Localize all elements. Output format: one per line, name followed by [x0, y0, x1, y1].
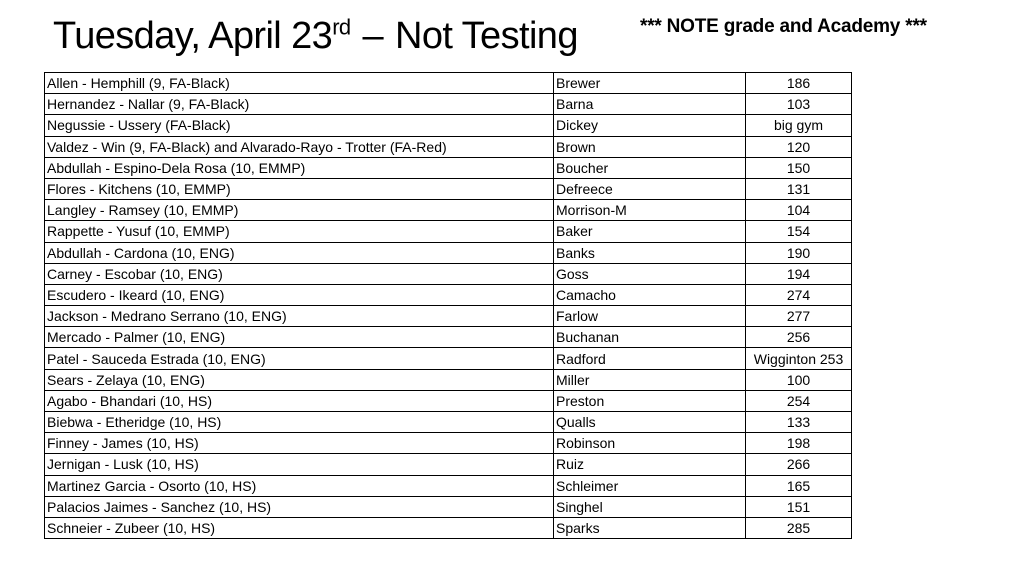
teacher-cell: Morrison-M	[554, 200, 746, 221]
table-row	[45, 390, 852, 411]
table-row	[45, 221, 852, 242]
table-row	[45, 200, 852, 221]
teacher-cell: Preston	[554, 390, 746, 411]
table-row	[45, 284, 852, 305]
room-cell: 103	[746, 94, 852, 115]
room-cell: 131	[746, 178, 852, 199]
room-cell: Wigginton 253	[746, 348, 852, 369]
table-row	[45, 178, 852, 199]
student-pair-cell: Palacios Jaimes - Sanchez (10, HS)	[45, 496, 554, 517]
title-main: Tuesday, April 23	[53, 15, 333, 57]
room-cell: 194	[746, 263, 852, 284]
teacher-cell: Camacho	[554, 284, 746, 305]
table-row	[45, 94, 852, 115]
room-cell: 198	[746, 433, 852, 454]
table-row	[45, 517, 852, 538]
table-row	[45, 306, 852, 327]
student-pair-cell: Hernandez - Nallar (9, FA-Black)	[45, 94, 554, 115]
student-pair-cell: Valdez - Win (9, FA-Black) and Alvarado-Rayo - Trotter (FA-Red)	[45, 136, 554, 157]
room-cell: 165	[746, 475, 852, 496]
teacher-cell: Dickey	[554, 115, 746, 136]
assignment-table	[44, 72, 852, 539]
teacher-cell: Buchanan	[554, 327, 746, 348]
room-cell: 277	[746, 306, 852, 327]
teacher-cell: Ruiz	[554, 454, 746, 475]
room-cell: 100	[746, 369, 852, 390]
student-pair-cell: Biebwa - Etheridge (10, HS)	[45, 412, 554, 433]
table-row	[45, 348, 852, 369]
room-cell: 154	[746, 221, 852, 242]
teacher-cell: Banks	[554, 242, 746, 263]
teacher-cell: Goss	[554, 263, 746, 284]
teacher-cell: Sparks	[554, 517, 746, 538]
teacher-cell: Qualls	[554, 412, 746, 433]
teacher-cell: Defreece	[554, 178, 746, 199]
room-cell: 256	[746, 327, 852, 348]
student-pair-cell: Jernigan - Lusk (10, HS)	[45, 454, 554, 475]
room-cell: 151	[746, 496, 852, 517]
teacher-cell: Brown	[554, 136, 746, 157]
room-cell: big gym	[746, 115, 852, 136]
room-cell: 274	[746, 284, 852, 305]
table-row	[45, 454, 852, 475]
student-pair-cell: Negussie - Ussery (FA-Black)	[45, 115, 554, 136]
teacher-cell: Baker	[554, 221, 746, 242]
room-cell: 133	[746, 412, 852, 433]
table-row	[45, 157, 852, 178]
title-dash: –	[362, 15, 384, 57]
table-row	[45, 412, 852, 433]
teacher-cell: Radford	[554, 348, 746, 369]
student-pair-cell: Allen - Hemphill (9, FA-Black)	[45, 73, 554, 94]
table-row	[45, 136, 852, 157]
room-cell: 190	[746, 242, 852, 263]
student-pair-cell: Finney - James (10, HS)	[45, 433, 554, 454]
student-pair-cell: Jackson - Medrano Serrano (10, ENG)	[45, 306, 554, 327]
student-pair-cell: Agabo - Bhandari (10, HS)	[45, 390, 554, 411]
student-pair-cell: Langley - Ramsey (10, EMMP)	[45, 200, 554, 221]
student-pair-cell: Escudero - Ikeard (10, ENG)	[45, 284, 554, 305]
teacher-cell: Boucher	[554, 157, 746, 178]
assignment-table-body	[45, 73, 852, 539]
student-pair-cell: Flores - Kitchens (10, EMMP)	[45, 178, 554, 199]
student-pair-cell: Abdullah - Espino-Dela Rosa (10, EMMP)	[45, 157, 554, 178]
teacher-cell: Schleimer	[554, 475, 746, 496]
table-row	[45, 433, 852, 454]
student-pair-cell: Schneier - Zubeer (10, HS)	[45, 517, 554, 538]
student-pair-cell: Rappette - Yusuf (10, EMMP)	[45, 221, 554, 242]
page-title	[53, 14, 578, 58]
note-text: *** NOTE grade and Academy ***	[640, 16, 927, 37]
table-row	[45, 475, 852, 496]
student-pair-cell: Abdullah - Cardona (10, ENG)	[45, 242, 554, 263]
room-cell: 266	[746, 454, 852, 475]
student-pair-cell: Carney - Escobar (10, ENG)	[45, 263, 554, 284]
teacher-cell: Farlow	[554, 306, 746, 327]
table-row	[45, 73, 852, 94]
room-cell: 120	[746, 136, 852, 157]
room-cell: 254	[746, 390, 852, 411]
title-ordinal-suffix: rd	[332, 14, 351, 40]
teacher-cell: Barna	[554, 94, 746, 115]
table-row	[45, 496, 852, 517]
table-row	[45, 369, 852, 390]
table-row	[45, 115, 852, 136]
student-pair-cell: Martinez Garcia - Osorto (10, HS)	[45, 475, 554, 496]
title-rest: Not Testing	[395, 15, 578, 57]
teacher-cell: Robinson	[554, 433, 746, 454]
table-row	[45, 263, 852, 284]
table-row	[45, 327, 852, 348]
teacher-cell: Miller	[554, 369, 746, 390]
room-cell: 150	[746, 157, 852, 178]
teacher-cell: Brewer	[554, 73, 746, 94]
student-pair-cell: Mercado - Palmer (10, ENG)	[45, 327, 554, 348]
room-cell: 285	[746, 517, 852, 538]
room-cell: 186	[746, 73, 852, 94]
student-pair-cell: Sears - Zelaya (10, ENG)	[45, 369, 554, 390]
room-cell: 104	[746, 200, 852, 221]
student-pair-cell: Patel - Sauceda Estrada (10, ENG)	[45, 348, 554, 369]
teacher-cell: Singhel	[554, 496, 746, 517]
table-row	[45, 242, 852, 263]
